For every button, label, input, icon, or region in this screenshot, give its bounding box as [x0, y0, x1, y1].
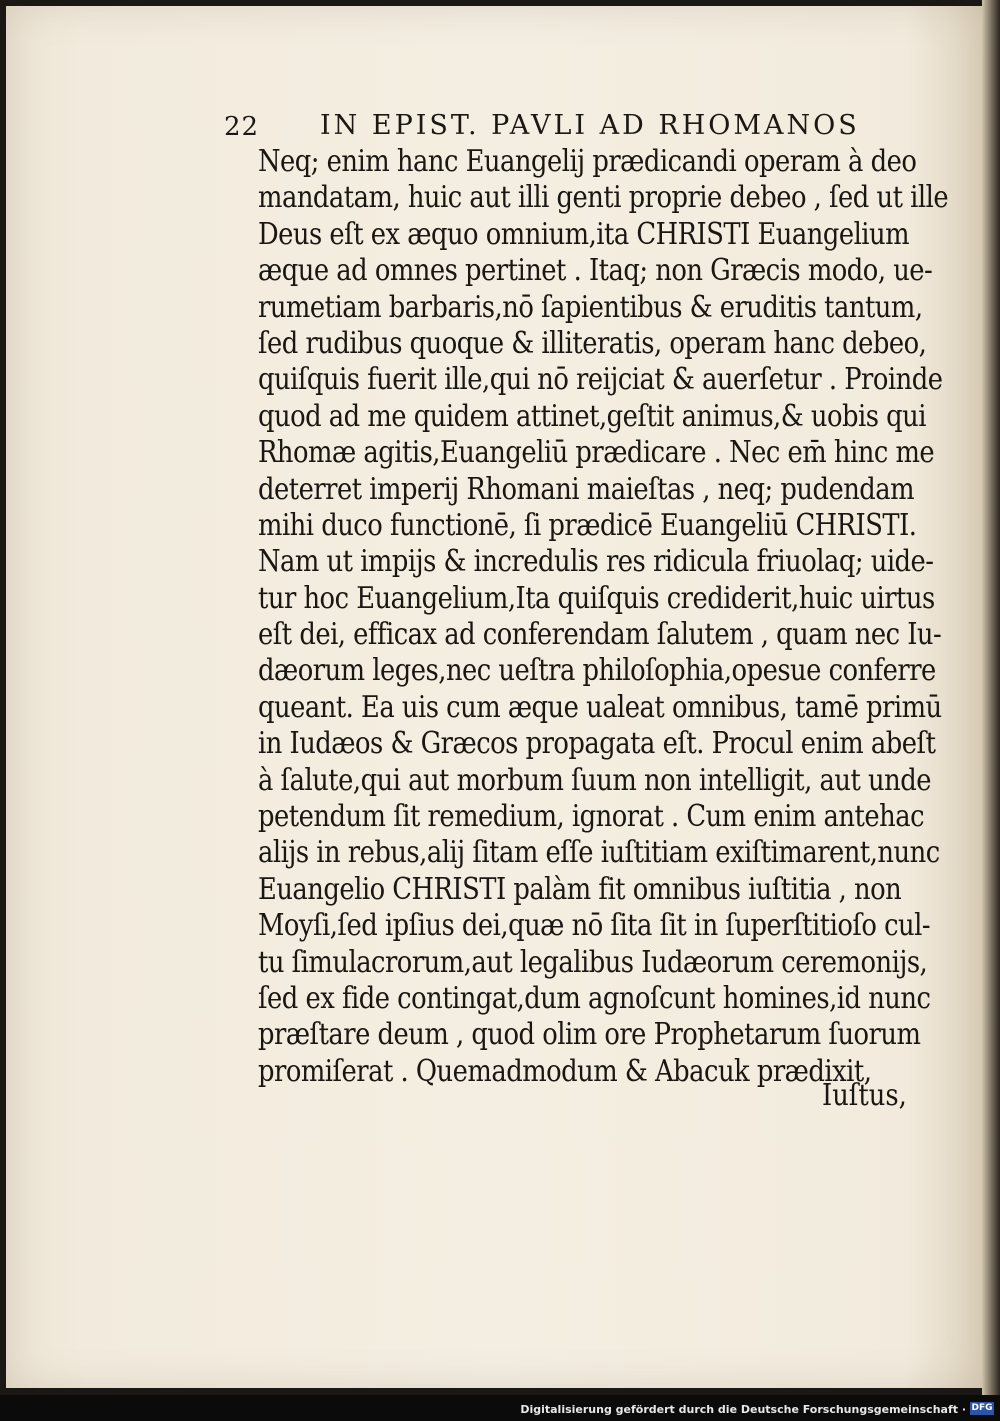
text-line: rumetiam barbaris,nō ſapientibus & eruditis tantum,	[258, 289, 923, 325]
funding-credit: Digitalisierung gefördert durch die Deutsche Forschungsgemeinschaft ·	[520, 1403, 966, 1416]
text-line: in Iudæos & Græcos propagata eſt. Procul enim abeſt	[258, 726, 936, 762]
text-line: promiſerat . Quemadmodum & Abacuk prædixit,	[258, 1053, 872, 1089]
text-line: Nam ut impijs & incredulis res ridicula friuolaq; uide-	[258, 544, 934, 580]
text-line: quiſquis fuerit ille,qui nō reijciat & auerſetur . Proinde	[258, 362, 943, 398]
footer-bar	[0, 1395, 1000, 1421]
text-line: deterret imperij Rhomani maieſtas , neq; pudendam	[258, 471, 915, 507]
text-line: præſtare deum , quod olim ore Prophetarum ſuorum	[258, 1017, 921, 1053]
text-line: dæorum leges,nec ueſtra philoſophia,opesue conferre	[258, 653, 936, 689]
text-line: petendum ſit remedium, ignorat . Cum enim antehac	[258, 799, 925, 835]
catchword: Iuſtus,	[822, 1078, 907, 1113]
text-line: tu ſimulacrorum,aut legalibus Iudæorum ceremonijs,	[258, 944, 928, 980]
page-edge	[982, 0, 1000, 1395]
text-line: mandatam, huic aut illi genti proprie debeo , ſed ut ille	[258, 180, 949, 216]
running-head	[0, 106, 1000, 146]
text-line: Rhomæ agitis,Euangeliū prædicare . Nec em̄ hinc me	[258, 435, 935, 471]
text-line: Deus eſt ex æquo omnium,ita CHRISTI Euangelium	[258, 216, 910, 252]
text-line: queant. Ea uis cum æque ualeat omnibus, tamē primū	[258, 689, 942, 725]
running-title: IN EPIST. PAVLI AD RHOMANOS	[320, 110, 860, 141]
text-line: tur hoc Euangelium,Ita quiſquis crediderit,huic uirtus	[258, 580, 935, 616]
text-line: quod ad me quidem attinet,geſtit animus,& uobis qui	[258, 398, 926, 434]
text-line: Moyſi,ſed ipſius dei,quæ nō ſita ſit in ſuperſtitioſo cul-	[258, 908, 931, 944]
dfg-logo: DFG	[971, 1403, 993, 1413]
page-number: 22	[224, 112, 260, 142]
text-line: æque ad omnes pertinet . Itaq; non Græcis modo, ue-	[258, 253, 933, 289]
text-line: à ſalute,qui aut morbum ſuum non intelligit, aut unde	[258, 762, 931, 798]
text-line: Neq; enim hanc Euangelij prædicandi operam à deo	[258, 144, 917, 179]
text-line: mihi duco functionē, ſi prædicē Euangeliū CHRISTI.	[258, 507, 917, 543]
body-text	[258, 144, 949, 1090]
text-line: eſt dei, efficax ad conferendam ſalutem , quam nec Iu-	[258, 617, 942, 653]
text-line: Euangelio CHRISTI palàm fit omnibus iuſtitia , non	[258, 871, 902, 907]
text-line: alijs in rebus,alij ſitam eſſe iuſtitiam exiſtimarent,nunc	[258, 835, 940, 871]
text-line: ſed ex fide contingat,dum agnoſcunt homines,id nunc	[258, 980, 931, 1016]
text-line: ſed rudibus quoque & illiteratis, operam hanc debeo,	[258, 325, 927, 361]
